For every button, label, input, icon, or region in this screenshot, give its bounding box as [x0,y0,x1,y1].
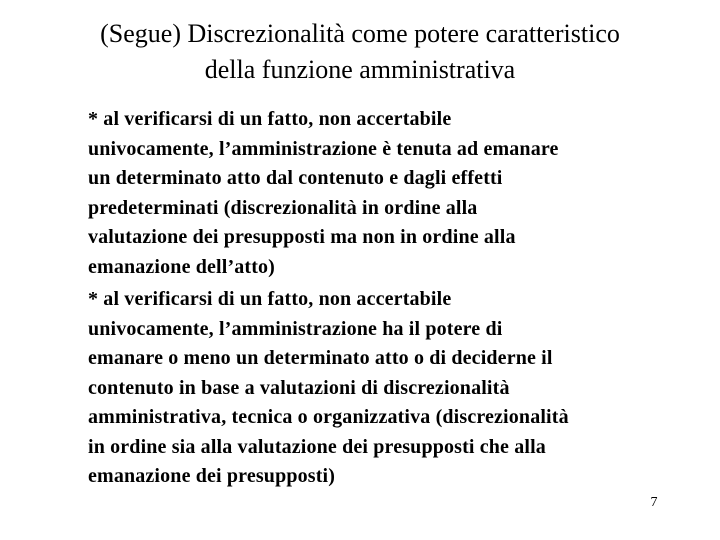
paragraph-1-line-4: predeterminati (discrezionalità in ordine alla [88,196,478,219]
paragraph-1 [88,105,688,282]
paragraph-1-line-6: emanazione dell’atto) [88,255,275,278]
paragraph-2-line-6: in ordine sia alla valutazione dei presupposti che alla [88,435,546,458]
slide-title-line-2: della funzione amministrativa [204,55,516,84]
paragraph-2-line-7: emanazione dei presupposti) [88,465,336,487]
paragraph-1-line-3: un determinato atto dal contenuto e dagli effetti [88,167,503,189]
paragraph-2-line-3: emanare o meno un determinato atto o di deciderne il [88,347,553,369]
paragraph-2-line-2: univocamente, l’amministrazione ha il potere di [88,317,503,340]
paragraph-1-line-1: * al verificarsi di un fatto, non accertabile [88,108,452,130]
slide-title-line-1: (Segue) Discrezionalità come potere caratteristico [100,19,620,48]
paragraph-2-line-5: amministrativa, tecnica o organizzativa (discrezionalità [88,406,569,428]
paragraph-2 [88,285,688,492]
paragraph-1-line-2: univocamente, l’amministrazione è tenuta ad emanare [88,137,559,160]
page-number: 7 [650,495,658,510]
paragraph-1-line-5: valutazione dei presupposti ma non in ordine alla [88,226,516,248]
paragraph-2-line-4: contenuto in base a valutazioni di discrezionalità [88,376,510,399]
paragraph-2-line-1: * al verificarsi di un fatto, non accertabile [88,288,452,310]
slide-title [40,16,680,88]
